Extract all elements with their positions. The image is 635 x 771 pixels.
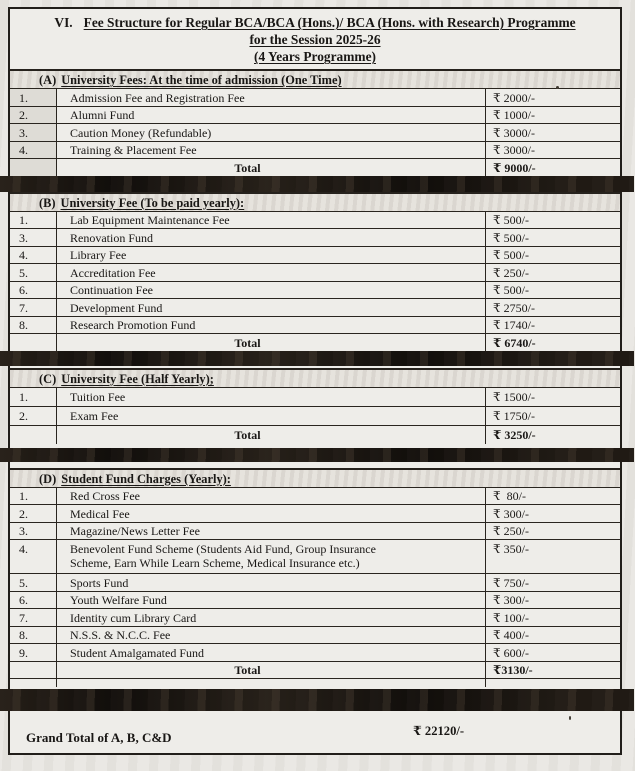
- description-cell: Renovation Fund: [57, 229, 486, 246]
- section-letter: (D): [39, 471, 57, 486]
- serial-cell: 1.: [10, 388, 57, 406]
- title-text-2: for the Session 2025-26: [249, 32, 381, 47]
- fee-row: [10, 387, 620, 406]
- fee-row: [10, 522, 620, 540]
- amount-cell: ₹ 250/-: [493, 265, 529, 280]
- fee-row: [10, 591, 620, 609]
- description-cell: Medical Fee: [57, 505, 486, 522]
- description-cell: Youth Welfare Fund: [57, 592, 486, 609]
- serial-cell: [10, 334, 57, 351]
- section-heading-text: University Fee (To be paid yearly):: [60, 195, 245, 210]
- serial-cell: 8.: [10, 627, 57, 644]
- fee-structure-document: [8, 7, 622, 755]
- description-cell: [57, 679, 486, 687]
- amount-cell: ₹ 750/-: [493, 575, 529, 590]
- separator-bar: [0, 448, 634, 462]
- total-label: Total: [57, 426, 486, 444]
- amount-cell: ₹ 1500/-: [493, 390, 535, 404]
- serial-cell: 1.: [10, 89, 57, 106]
- serial-cell: 2.: [10, 107, 57, 124]
- fee-row: [10, 88, 620, 106]
- amount-cell: ₹ 600/-: [493, 645, 529, 660]
- section-heading: [10, 192, 620, 211]
- fee-row: [10, 106, 620, 124]
- fee-row: [10, 504, 620, 522]
- serial-cell: 1.: [10, 488, 57, 505]
- serial-cell: [10, 426, 57, 444]
- fee-row: [10, 246, 620, 264]
- amount-cell: ₹ 300/-: [493, 593, 529, 607]
- serial-cell: 4.: [10, 247, 57, 264]
- amount-cell: ₹ 1740/-: [493, 318, 535, 332]
- description-cell: Research Promotion Fund: [57, 317, 486, 334]
- section-heading: [10, 468, 620, 487]
- separator-bar: [0, 689, 634, 711]
- serial-cell: 5.: [10, 264, 57, 281]
- title-line-3: [16, 48, 614, 65]
- grand-total-amount: ₹ 22120/-: [413, 724, 465, 738]
- serial-cell: 1.: [10, 212, 57, 229]
- title-text-3: (4 Years Programme): [254, 49, 376, 64]
- section-total-amount: ₹ 9000/-: [493, 160, 536, 175]
- description-cell: Development Fund: [57, 299, 486, 316]
- description-cell: Tuition Fee: [57, 388, 486, 406]
- description-cell: Magazine/News Letter Fee: [57, 523, 486, 540]
- title-line-2: [16, 31, 614, 48]
- total-label: Total: [57, 159, 486, 176]
- scan-artifact: [569, 716, 571, 720]
- fee-row: [10, 608, 620, 626]
- fee-row: [10, 141, 620, 159]
- amount-cell: ₹ 2000/-: [493, 90, 535, 105]
- description-cell: Training & Placement Fee: [57, 142, 486, 159]
- fee-row: [10, 228, 620, 246]
- description-cell: Benevolent Fund Scheme (Students Aid Fund, Group Insurance Scheme, Earn While Learn Scheme, Medical Insurance etc.): [57, 540, 486, 573]
- fee-section-b: [10, 192, 620, 351]
- amount-cell: [486, 679, 620, 687]
- amount-cell: ₹ 2750/-: [493, 300, 535, 315]
- serial-cell: 2.: [10, 407, 57, 425]
- section-letter: (C): [39, 371, 57, 386]
- fee-row: [10, 539, 620, 573]
- description-cell: Accreditation Fee: [57, 264, 486, 281]
- fee-row: [10, 123, 620, 141]
- serial-cell: 2.: [10, 505, 57, 522]
- section-letter: (A): [39, 73, 57, 87]
- amount-cell: ₹ 100/-: [493, 610, 529, 625]
- serial-cell: 8.: [10, 317, 57, 334]
- serial-cell: 9.: [10, 644, 57, 661]
- grand-total-row: [10, 713, 620, 753]
- amount-cell: ₹ 3000/-: [493, 125, 535, 140]
- section-heading: [10, 69, 620, 88]
- fee-row: [10, 263, 620, 281]
- serial-cell: 7.: [10, 299, 57, 316]
- serial-cell: [10, 679, 57, 687]
- section-total-row: [10, 333, 620, 351]
- spacer-row: [10, 678, 620, 687]
- section-heading-text: University Fee (Half Yearly);: [61, 371, 214, 386]
- fee-row: [10, 406, 620, 425]
- amount-cell: ₹ 250/-: [493, 524, 529, 538]
- fee-row: [10, 211, 620, 229]
- serial-cell: [10, 159, 57, 176]
- serial-cell: 3.: [10, 523, 57, 540]
- title-text-1: Fee Structure for Regular BCA/BCA (Hons.)/ BCA (Hons. with Research) Programme: [83, 15, 576, 30]
- description-cell: Identity cum Library Card: [57, 609, 486, 626]
- section-heading: [10, 368, 620, 387]
- description-cell: Alumni Fund: [57, 107, 486, 124]
- fee-section-a: [10, 69, 620, 176]
- document-title: [10, 9, 620, 69]
- description-cell: Continuation Fee: [57, 282, 486, 299]
- serial-cell: [10, 662, 57, 679]
- section-heading-text: University Fees: At the time of admission (One Time): [61, 73, 342, 87]
- fee-row: [10, 573, 620, 591]
- amount-cell: ₹ 80/-: [493, 489, 526, 503]
- fee-row: [10, 626, 620, 644]
- section-total-row: [10, 158, 620, 176]
- amount-cell: ₹ 500/-: [493, 283, 529, 297]
- description-cell: Lab Equipment Maintenance Fee: [57, 212, 486, 229]
- total-label: Total: [57, 662, 486, 679]
- serial-cell: 5.: [10, 574, 57, 591]
- section-total-row: [10, 661, 620, 679]
- separator-bar: [0, 176, 634, 192]
- serial-cell: 6.: [10, 282, 57, 299]
- serial-cell: 3.: [10, 124, 57, 141]
- title-numeral: VI.: [54, 15, 73, 30]
- section-total-row: [10, 425, 620, 444]
- section-letter: (B): [39, 195, 56, 210]
- description-cell: Library Fee: [57, 247, 486, 264]
- section-total-amount: ₹ 6740/-: [493, 335, 536, 350]
- section-total-amount: ₹ 3250/-: [493, 428, 536, 442]
- fee-row: [10, 316, 620, 334]
- description-cell: Student Amalgamated Fund: [57, 644, 486, 661]
- serial-cell: 4.: [10, 540, 57, 573]
- section-heading-text: Student Fund Charges (Yearly):: [61, 471, 231, 486]
- section-total-amount: ₹3130/-: [493, 663, 533, 677]
- title-line-1: [16, 14, 614, 31]
- amount-cell: ₹ 3000/-: [493, 143, 535, 157]
- amount-cell: ₹ 300/-: [493, 506, 529, 521]
- fee-section-c: [10, 368, 620, 444]
- serial-cell: 7.: [10, 609, 57, 626]
- fee-sections: [10, 69, 620, 711]
- fee-row: [10, 281, 620, 299]
- scan-artifact: [556, 86, 559, 89]
- amount-cell: ₹ 1000/-: [493, 108, 535, 122]
- description-cell: Red Cross Fee: [57, 488, 486, 505]
- description-cell: Exam Fee: [57, 407, 486, 425]
- fee-row: [10, 487, 620, 505]
- serial-cell: 4.: [10, 142, 57, 159]
- fee-section-d: [10, 468, 620, 688]
- description-cell: Sports Fund: [57, 574, 486, 591]
- amount-cell: ₹ 500/-: [493, 248, 529, 262]
- serial-cell: 3.: [10, 229, 57, 246]
- description-cell: Caution Money (Refundable): [57, 124, 486, 141]
- serial-cell: 6.: [10, 592, 57, 609]
- fee-row: [10, 643, 620, 661]
- description-cell: N.S.S. & N.C.C. Fee: [57, 627, 486, 644]
- amount-cell: ₹ 1750/-: [493, 409, 535, 423]
- amount-cell: ₹ 400/-: [493, 628, 529, 642]
- total-label: Total: [57, 334, 486, 351]
- separator-bar: [0, 351, 634, 366]
- description-cell: Admission Fee and Registration Fee: [57, 89, 486, 106]
- grand-total-label: Grand Total of A, B, C&D: [26, 730, 172, 745]
- amount-cell: ₹ 350/-: [493, 541, 529, 556]
- fee-row: [10, 298, 620, 316]
- amount-cell: ₹ 500/-: [493, 230, 529, 245]
- amount-cell: ₹ 500/-: [493, 213, 529, 227]
